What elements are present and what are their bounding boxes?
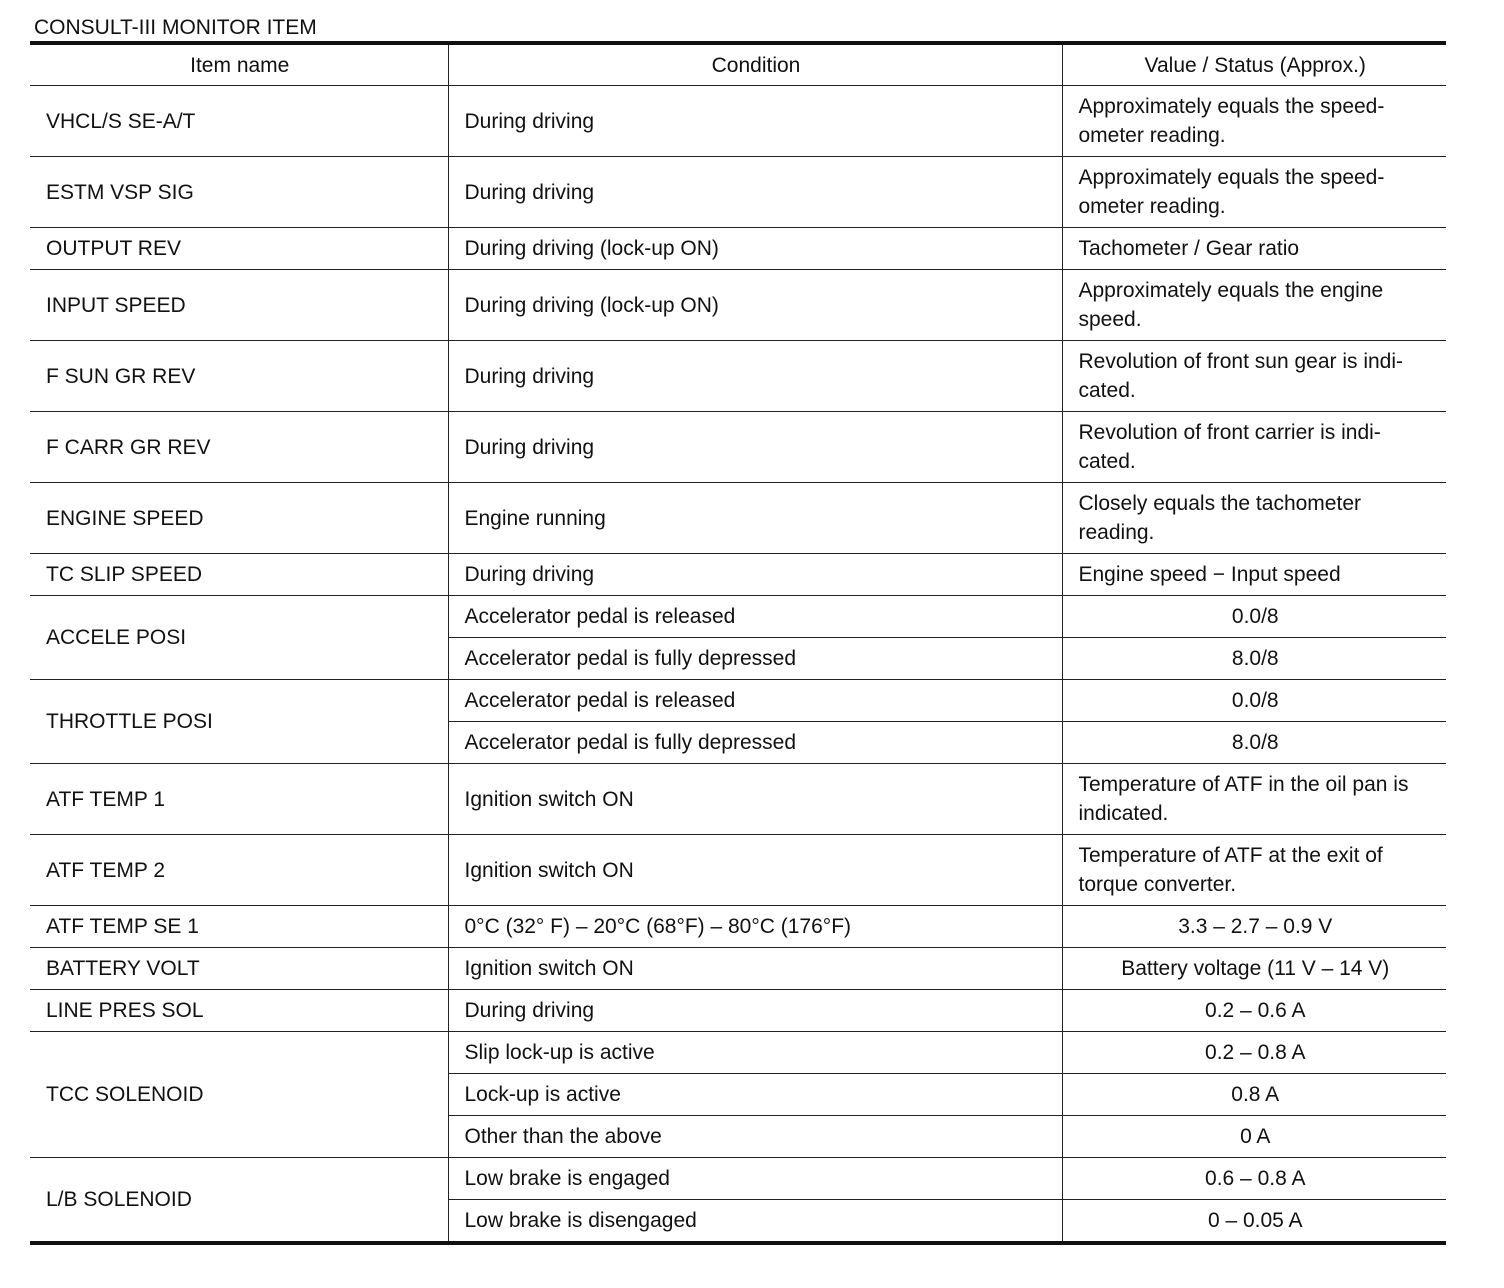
header-value: Value / Status (Approx.) — [1062, 43, 1446, 86]
value: Engine speed − Input speed — [1062, 554, 1446, 596]
table-row — [30, 990, 1446, 1032]
condition: Lock-up is active — [448, 1074, 1062, 1116]
table-row — [30, 596, 1446, 638]
value: Battery voltage (11 V – 14 V) — [1062, 948, 1446, 990]
table-row — [30, 764, 1446, 835]
item-name: ATF TEMP 1 — [30, 764, 448, 835]
value: Closely equals the tachometer reading. — [1062, 483, 1446, 554]
item-name: ATF TEMP 2 — [30, 835, 448, 906]
value: Approximately equals the speed-ometer reading. — [1062, 157, 1446, 228]
condition: During driving — [448, 157, 1062, 228]
value: 8.0/8 — [1062, 638, 1446, 680]
condition: During driving (lock-up ON) — [448, 228, 1062, 270]
value: 0.2 – 0.6 A — [1062, 990, 1446, 1032]
table-row — [30, 554, 1446, 596]
table-row — [30, 86, 1446, 157]
header-item-name: Item name — [30, 43, 448, 86]
value: 8.0/8 — [1062, 722, 1446, 764]
item-name: LINE PRES SOL — [30, 990, 448, 1032]
condition: Ignition switch ON — [448, 948, 1062, 990]
table-row — [30, 1158, 1446, 1200]
condition: During driving — [448, 990, 1062, 1032]
table-row — [30, 948, 1446, 990]
item-name: ATF TEMP SE 1 — [30, 906, 448, 948]
condition: During driving — [448, 554, 1062, 596]
value: 0.8 A — [1062, 1074, 1446, 1116]
header-row — [30, 43, 1446, 86]
table-row — [30, 412, 1446, 483]
value: Revolution of front sun gear is indi-cated. — [1062, 341, 1446, 412]
value: Temperature of ATF in the oil pan is indicated. — [1062, 764, 1446, 835]
condition: During driving (lock-up ON) — [448, 270, 1062, 341]
value: 0.0/8 — [1062, 680, 1446, 722]
section-title: CONSULT-III MONITOR ITEM — [34, 16, 317, 39]
table-row — [30, 1032, 1446, 1074]
table-row — [30, 341, 1446, 412]
condition: Slip lock-up is active — [448, 1032, 1062, 1074]
value: 0.2 – 0.8 A — [1062, 1032, 1446, 1074]
monitor-item-table — [30, 41, 1446, 1245]
value: 0 – 0.05 A — [1062, 1200, 1446, 1244]
condition: Ignition switch ON — [448, 764, 1062, 835]
item-name: F SUN GR REV — [30, 341, 448, 412]
table-row — [30, 483, 1446, 554]
condition: Engine running — [448, 483, 1062, 554]
table-row — [30, 680, 1446, 722]
condition: Ignition switch ON — [448, 835, 1062, 906]
item-name: VHCL/S SE-A/T — [30, 86, 448, 157]
condition: 0°C (32° F) – 20°C (68°F) – 80°C (176°F) — [448, 906, 1062, 948]
item-name: TC SLIP SPEED — [30, 554, 448, 596]
condition: Low brake is engaged — [448, 1158, 1062, 1200]
condition: Other than the above — [448, 1116, 1062, 1158]
item-name: ESTM VSP SIG — [30, 157, 448, 228]
header-condition: Condition — [448, 43, 1062, 86]
condition: Low brake is disengaged — [448, 1200, 1062, 1244]
condition: During driving — [448, 341, 1062, 412]
item-name: INPUT SPEED — [30, 270, 448, 341]
item-name: OUTPUT REV — [30, 228, 448, 270]
table-row — [30, 228, 1446, 270]
value: 0 A — [1062, 1116, 1446, 1158]
value: Temperature of ATF at the exit of torque converter. — [1062, 835, 1446, 906]
table-row — [30, 906, 1446, 948]
item-name: L/B SOLENOID — [30, 1158, 448, 1244]
item-name: BATTERY VOLT — [30, 948, 448, 990]
condition: Accelerator pedal is released — [448, 596, 1062, 638]
condition: During driving — [448, 412, 1062, 483]
value: Approximately equals the speed-ometer reading. — [1062, 86, 1446, 157]
table-row — [30, 157, 1446, 228]
condition: Accelerator pedal is released — [448, 680, 1062, 722]
item-name: THROTTLE POSI — [30, 680, 448, 764]
value: 0.6 – 0.8 A — [1062, 1158, 1446, 1200]
value: Approximately equals the engine speed. — [1062, 270, 1446, 341]
condition: Accelerator pedal is fully depressed — [448, 722, 1062, 764]
value: 0.0/8 — [1062, 596, 1446, 638]
condition: During driving — [448, 86, 1062, 157]
item-name: F CARR GR REV — [30, 412, 448, 483]
item-name: ENGINE SPEED — [30, 483, 448, 554]
value: Tachometer / Gear ratio — [1062, 228, 1446, 270]
value: 3.3 – 2.7 – 0.9 V — [1062, 906, 1446, 948]
item-name: TCC SOLENOID — [30, 1032, 448, 1158]
table-row — [30, 270, 1446, 341]
value: Revolution of front carrier is indi-cated. — [1062, 412, 1446, 483]
table-row — [30, 835, 1446, 906]
item-name: ACCELE POSI — [30, 596, 448, 680]
condition: Accelerator pedal is fully depressed — [448, 638, 1062, 680]
